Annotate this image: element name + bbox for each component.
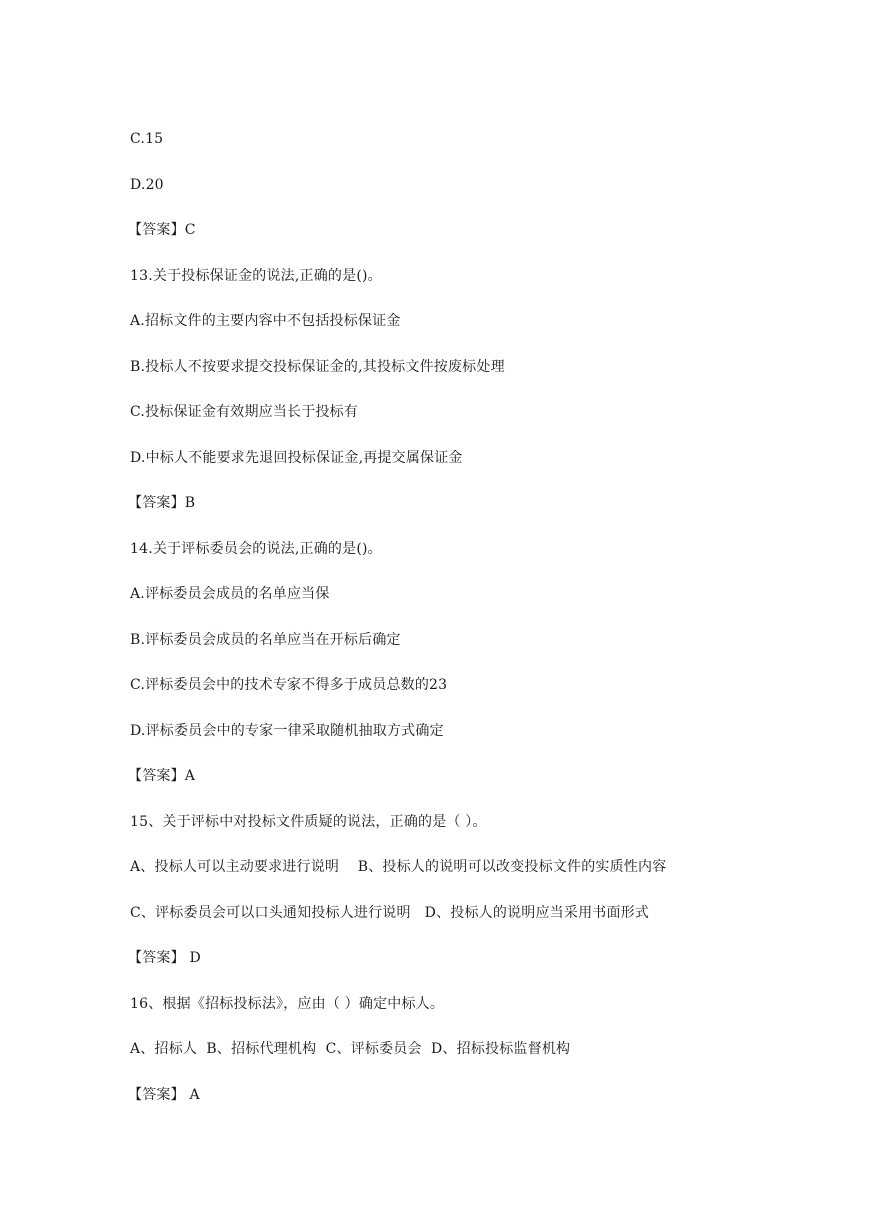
option-c: C.15: [130, 131, 164, 147]
question-13-option-d: D.中标人不能要求先退回投标保证金,再提交属保证金: [130, 450, 463, 466]
question-14-option-b: B.评标委员会成员的名单应当在开标后确定: [130, 632, 401, 648]
answer-12: 【答案】C: [128, 222, 196, 238]
question-13-option-a: A.招标文件的主要内容中不包括投标保证金: [130, 313, 401, 329]
answer-14: 【答案】A: [128, 768, 196, 784]
question-15-options-cd: C、评标委员会可以口头通知投标人进行说明 D、投标人的说明应当采用书面形式: [130, 905, 650, 921]
question-14: 14.关于评标委员会的说法,正确的是()。: [130, 541, 382, 557]
question-15-options-ab: A、投标人可以主动要求进行说明 B、投标人的说明可以改变投标文件的实质性内容: [130, 859, 667, 875]
answer-13: 【答案】B: [128, 495, 196, 511]
question-15: 15、关于评标中对投标文件质疑的说法，正确的是（ ）。: [130, 814, 487, 830]
question-14-option-c: C.评标委员会中的技术专家不得多于成员总数的23: [130, 677, 448, 693]
question-16-options: A、招标人 B、招标代理机构 C、评标委员会 D、招标投标监督机构: [130, 1041, 571, 1057]
question-13-option-b: B.投标人不按要求提交投标保证金的,其投标文件按废标处理: [130, 359, 505, 375]
question-13-option-c: C.投标保证金有效期应当长于投标有: [130, 404, 359, 420]
answer-15: 【答案】 D: [128, 950, 201, 966]
question-16: 16、根据《招标投标法》，应由（ ）确定中标人。: [130, 996, 445, 1012]
option-d: D.20: [130, 177, 164, 193]
question-13: 13.关于投标保证金的说法,正确的是()。: [130, 268, 382, 284]
question-14-option-d: D.评标委员会中的专家一律采取随机抽取方式确定: [130, 723, 444, 739]
question-14-option-a: A.评标委员会成员的名单应当保: [130, 586, 330, 602]
answer-16: 【答案】 A: [128, 1087, 200, 1103]
